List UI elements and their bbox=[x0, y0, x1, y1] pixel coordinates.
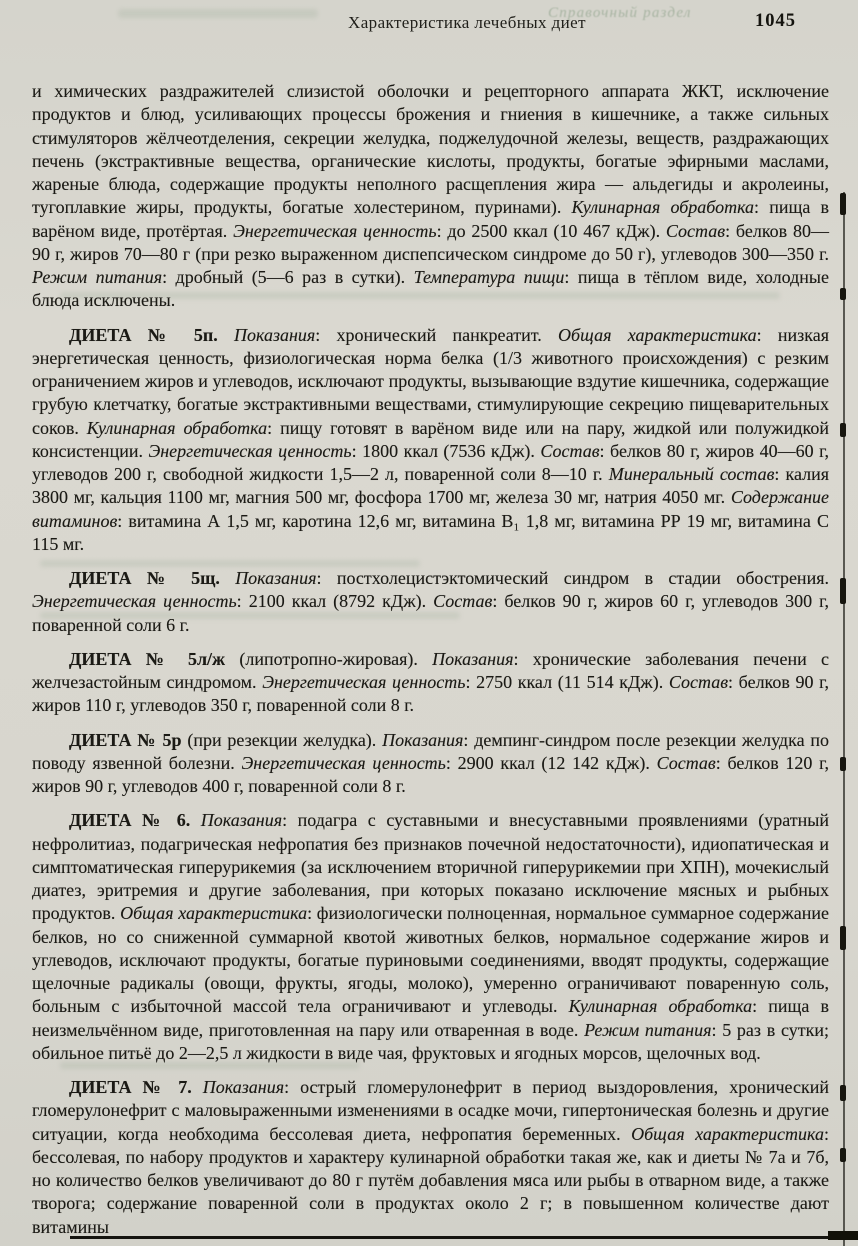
term-label: Энергетическая ценность bbox=[241, 752, 446, 773]
body-run: : калия 3800 мг, кальция 1100 мг, магния 500 мг, фосфора 1700 мг, железа 30 мг, натрия 4050 мг. bbox=[32, 464, 829, 508]
term-label: Минеральный состав bbox=[608, 464, 775, 484]
term-label: Энергетическая ценность bbox=[262, 672, 466, 692]
body-run: : острый гломерулонефрит в период выздоровления, хронический гломерулонефрит с маловыраженными изменениями в осадке мочи, гипертоническая болезнь и другие ситуации, когда необходима бессолевая диета, нефропатия беременных. bbox=[32, 1077, 829, 1144]
term-label: Кулинарная обработка bbox=[86, 417, 268, 438]
body-run: : 5 раз в сутки; обильное питьё до 2—2,5 л жидкости в виде чая, фруктовых и ягодных морсов, щелочных вод. bbox=[32, 1019, 829, 1063]
term-label: Режим питания bbox=[32, 267, 163, 287]
scan-artifact bbox=[840, 288, 846, 300]
term-label: Общая характеристика bbox=[558, 324, 757, 345]
term-label: Показания bbox=[432, 648, 514, 669]
body-run: : белков 80—90 г, жиров 70—80 г (при резко выраженном диспепсическом синдроме до 50 г), углеводов 300—350 г. bbox=[32, 220, 829, 264]
scan-artifact bbox=[828, 1231, 858, 1240]
body-run: : хронический панкреатит. bbox=[315, 324, 559, 345]
term-label: Энергетическая ценность bbox=[32, 591, 237, 612]
body-run: : пища в неизмельчённом виде, приготовленная на пару или отваренная в воде. bbox=[32, 996, 829, 1040]
body-text bbox=[32, 80, 829, 1239]
paragraph bbox=[32, 80, 829, 313]
scan-artifact bbox=[840, 757, 846, 771]
term-label: Показания bbox=[200, 810, 283, 831]
page-edge-shadow-bottom bbox=[70, 1236, 858, 1239]
term-label: Энергетическая ценность bbox=[148, 440, 352, 461]
term-label: Состав bbox=[665, 220, 726, 241]
term-label: Температура пищи bbox=[413, 267, 565, 287]
diet-heading: ДИЕТА № 5п. bbox=[69, 324, 234, 345]
bleedthrough-running-title: Справочный раздел bbox=[548, 5, 692, 21]
body-run: : постхолецистэктомический синдром в стадии обострения. bbox=[316, 568, 829, 588]
diet-heading: ДИЕТА № 5л/ж bbox=[69, 648, 240, 669]
scan-artifact bbox=[840, 423, 846, 437]
scan-artifact bbox=[840, 578, 846, 604]
term-label: Кулинарная обработка bbox=[568, 996, 753, 1017]
term-label: Общая характеристика bbox=[631, 1123, 824, 1144]
diet-heading: ДИЕТА № 5р bbox=[69, 729, 188, 750]
term-label: Содержание витаминов bbox=[32, 487, 829, 531]
running-title: Характеристика лечебных диет bbox=[348, 13, 586, 32]
term-label: Режим питания bbox=[584, 1019, 712, 1040]
paragraph bbox=[32, 729, 829, 799]
term-label: Показания bbox=[202, 1077, 285, 1097]
term-label: Состав bbox=[668, 672, 729, 692]
body-run: : физиологически полноценная, нормальное суммарное содержание белков, но со сниженной суммарной квотой животных белков, нормальное содержание жиров и углеводов, исключают продукты, богатые пуриновыми соединениями, вводят продукты, содержащие щелочные радикалы (овощи, фрукты, ягоды, молоко), умеренно ограничивают поваренную соль, больным с избыточной массой тела ограничивают и углеводы. bbox=[32, 903, 829, 1017]
body-run: : низкая энергетическая ценность, физиологическая норма белка (1/3 животного происхождения) с резким ограничением жиров и углеводов, исключают продукты, вызывающие вздутие кишечника, содержащие грубую клетчатку, богатые экстрактивными веществами, стимулирующие секрецию пищеварительных соков. bbox=[32, 324, 829, 438]
term-label: Энергетическая ценность bbox=[233, 220, 437, 241]
scan-artifact bbox=[840, 1148, 846, 1162]
page-number: 1045 bbox=[755, 11, 796, 31]
term-label: Показания bbox=[382, 729, 464, 750]
body-run: (липотропно-жировая). bbox=[239, 648, 433, 669]
body-run: : демпинг-синдром после резекции желудка по поводу язвенной болезни. bbox=[32, 729, 829, 773]
term-label: Состав bbox=[540, 440, 600, 461]
diet-heading: ДИЕТА № 7. bbox=[69, 1077, 203, 1097]
body-run: : пища в варёном виде, протёртая. bbox=[32, 197, 829, 241]
body-run: : подагра с суставными и внесуставными проявлениями (уратный нефролитиаз, подагрическая нефропатия без признаков почечной недостаточности), идиопатическая и симптоматическая гиперурикемия (за исключением вторичной гиперурикемии при ХПН), мочекислый диатез, эритремия и другие заболевания, при которых показано исключение мясных и рыбных продуктов. bbox=[32, 810, 829, 924]
term-label: Показания bbox=[235, 568, 317, 588]
body-run: : бессолевая, по набору продуктов и характеру кулинарной обработки такая же, как и диеты № 7а и 7б, но количество белков увеличивают до 80 г путём добавления мяса или рыбы в отварном виде, а также творога; содержание поваренной соли в продуктах около 2 г; в повышенном количестве дают витамины bbox=[32, 1123, 829, 1237]
term-label: Показания bbox=[233, 324, 316, 345]
body-run: : до 2500 ккал (10 467 кДж). bbox=[436, 220, 666, 241]
body-run: : белков 90 г, жиров 60 г, углеводов 300 г, поваренной соли 6 г. bbox=[32, 591, 829, 635]
body-run: : 2750 ккал (11 514 кДж). bbox=[465, 672, 669, 692]
term-label: Состав bbox=[433, 591, 493, 612]
body-run: : 2900 ккал (12 142 кДж). bbox=[445, 752, 657, 773]
paragraph bbox=[32, 1076, 829, 1239]
paragraph bbox=[32, 809, 829, 1065]
scan-artifact bbox=[840, 1085, 846, 1101]
diet-heading: ДИЕТА № 6. bbox=[69, 810, 201, 831]
body-run: : белков 120 г, жиров 90 г, углеводов 400 г, поваренной соли 8 г. bbox=[32, 752, 830, 796]
body-run: : 2100 ккал (8792 кДж). bbox=[236, 591, 434, 612]
scan-artifact bbox=[840, 193, 846, 215]
body-run: : белков 80 г, жиров 40—60 г, углеводов 200 г, свободной жидкости 1,5—2 л, поваренной соли 8—10 г. bbox=[32, 440, 830, 484]
term-label: Кулинарная обработка bbox=[571, 197, 755, 218]
body-run: : пищу готовят в варёном виде или на пару, жидкой или полужидкой консистенции. bbox=[32, 417, 829, 461]
term-label: Общая характеристика bbox=[120, 903, 308, 924]
body-run: и химических раздражителей слизистой оболочки и рецепторного аппарата ЖКТ, исключение продуктов и блюд, усиливающих процессы брожения и гниения в кишечнике, а также сильных стимуляторов жёлчеотделения, секреции желудка, поджелудочной железы, веществ, раздражающих печень (экстрактивные вещества, органические кислоты, продукты, богатые эфирными маслами, жареные блюда, содержащие продукты неполного расщепления жира — альдегиды и акролеины, тугоплавкие жиры, продукты, богатые холестерином, пуринами). bbox=[32, 81, 829, 218]
term-label: Состав bbox=[656, 752, 716, 773]
body-run: : витамина А 1,5 мг, каротина 12,6 мг, витамина В₁ 1,8 мг, витамина РР 19 мг, витамина С 115 мг. bbox=[32, 510, 829, 554]
paragraph bbox=[32, 324, 829, 557]
scan-artifact bbox=[840, 926, 846, 950]
body-run: : пища в тёплом виде, холодные блюда исключены. bbox=[32, 267, 829, 311]
body-run: : дробный (5—6 раз в сутки). bbox=[162, 267, 414, 287]
body-run: : 1800 ккал (7536 кДж). bbox=[351, 440, 541, 461]
diet-heading: ДИЕТА № 5щ. bbox=[69, 568, 236, 588]
body-run: (при резекции желудка). bbox=[187, 729, 383, 750]
body-run: : хронические заболевания печени с желчезастойным синдромом. bbox=[32, 648, 829, 692]
body-run: : белков 90 г, жиров 110 г, углеводов 350 г, поваренной соли 8 г. bbox=[32, 672, 830, 716]
paragraph bbox=[32, 567, 829, 637]
paragraph bbox=[32, 648, 829, 718]
